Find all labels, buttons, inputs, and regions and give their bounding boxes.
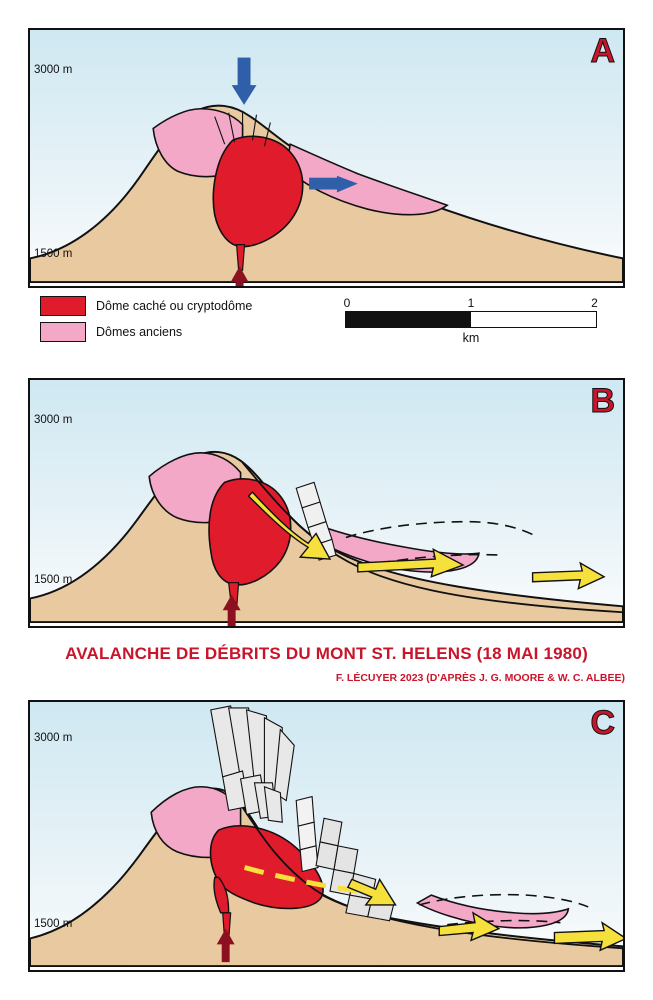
legend-label-cryptodome: Dôme caché ou cryptodôme <box>96 299 253 313</box>
scale-ticks <box>345 296 597 311</box>
legend-item-old-domes <box>40 322 320 342</box>
magma-conduit-a <box>237 245 245 271</box>
altitude-label-a-1500: 1500 m <box>34 248 73 260</box>
arrow-blue-down-a <box>232 58 257 105</box>
scale-tick-1: 1 <box>467 296 475 310</box>
panel-letter-b: B <box>590 382 615 420</box>
scale-unit-label: km <box>462 331 480 345</box>
cross-section-c <box>30 702 623 970</box>
legend-label-old-domes: Dômes anciens <box>96 325 183 339</box>
panel-a <box>28 28 625 288</box>
altitude-label-b-1500: 1500 m <box>34 574 73 586</box>
legend <box>40 296 320 348</box>
altitude-label-c-3000: 3000 m <box>34 732 73 744</box>
figure-title: AVALANCHE DE DÉBRITS DU MONT ST. HELENS (18 MAI 1980) <box>65 644 588 663</box>
altitude-label-c-1500: 1500 m <box>34 918 73 930</box>
legend-swatch-red <box>40 296 86 316</box>
panel-letter-c: C <box>590 704 615 742</box>
scale-segment-empty <box>471 312 596 327</box>
scale-tick-0: 0 <box>343 296 351 310</box>
altitude-label-a-3000: 3000 m <box>34 64 73 76</box>
scale-tick-2: 2 <box>591 296 598 310</box>
scale-segment-filled <box>346 312 471 327</box>
altitude-label-b-3000: 3000 m <box>34 414 73 426</box>
panel-letter-a: A <box>590 32 615 70</box>
legend-swatch-pink <box>40 322 86 342</box>
figure-credit: F. LÉCUYER 2023 (D'APRÈS J. G. MOORE & W. C. ALBEE) <box>335 672 625 684</box>
cross-section-a <box>30 30 623 286</box>
panel-c <box>28 700 625 972</box>
volcano-edifice-c <box>30 789 623 967</box>
scale-bar-graphic <box>345 311 597 328</box>
legend-item-cryptodome <box>40 296 320 316</box>
panel-b <box>28 378 625 628</box>
scale-bar <box>345 296 597 345</box>
cross-section-b <box>30 380 623 626</box>
arrow-yellow-b-3 <box>533 563 605 589</box>
